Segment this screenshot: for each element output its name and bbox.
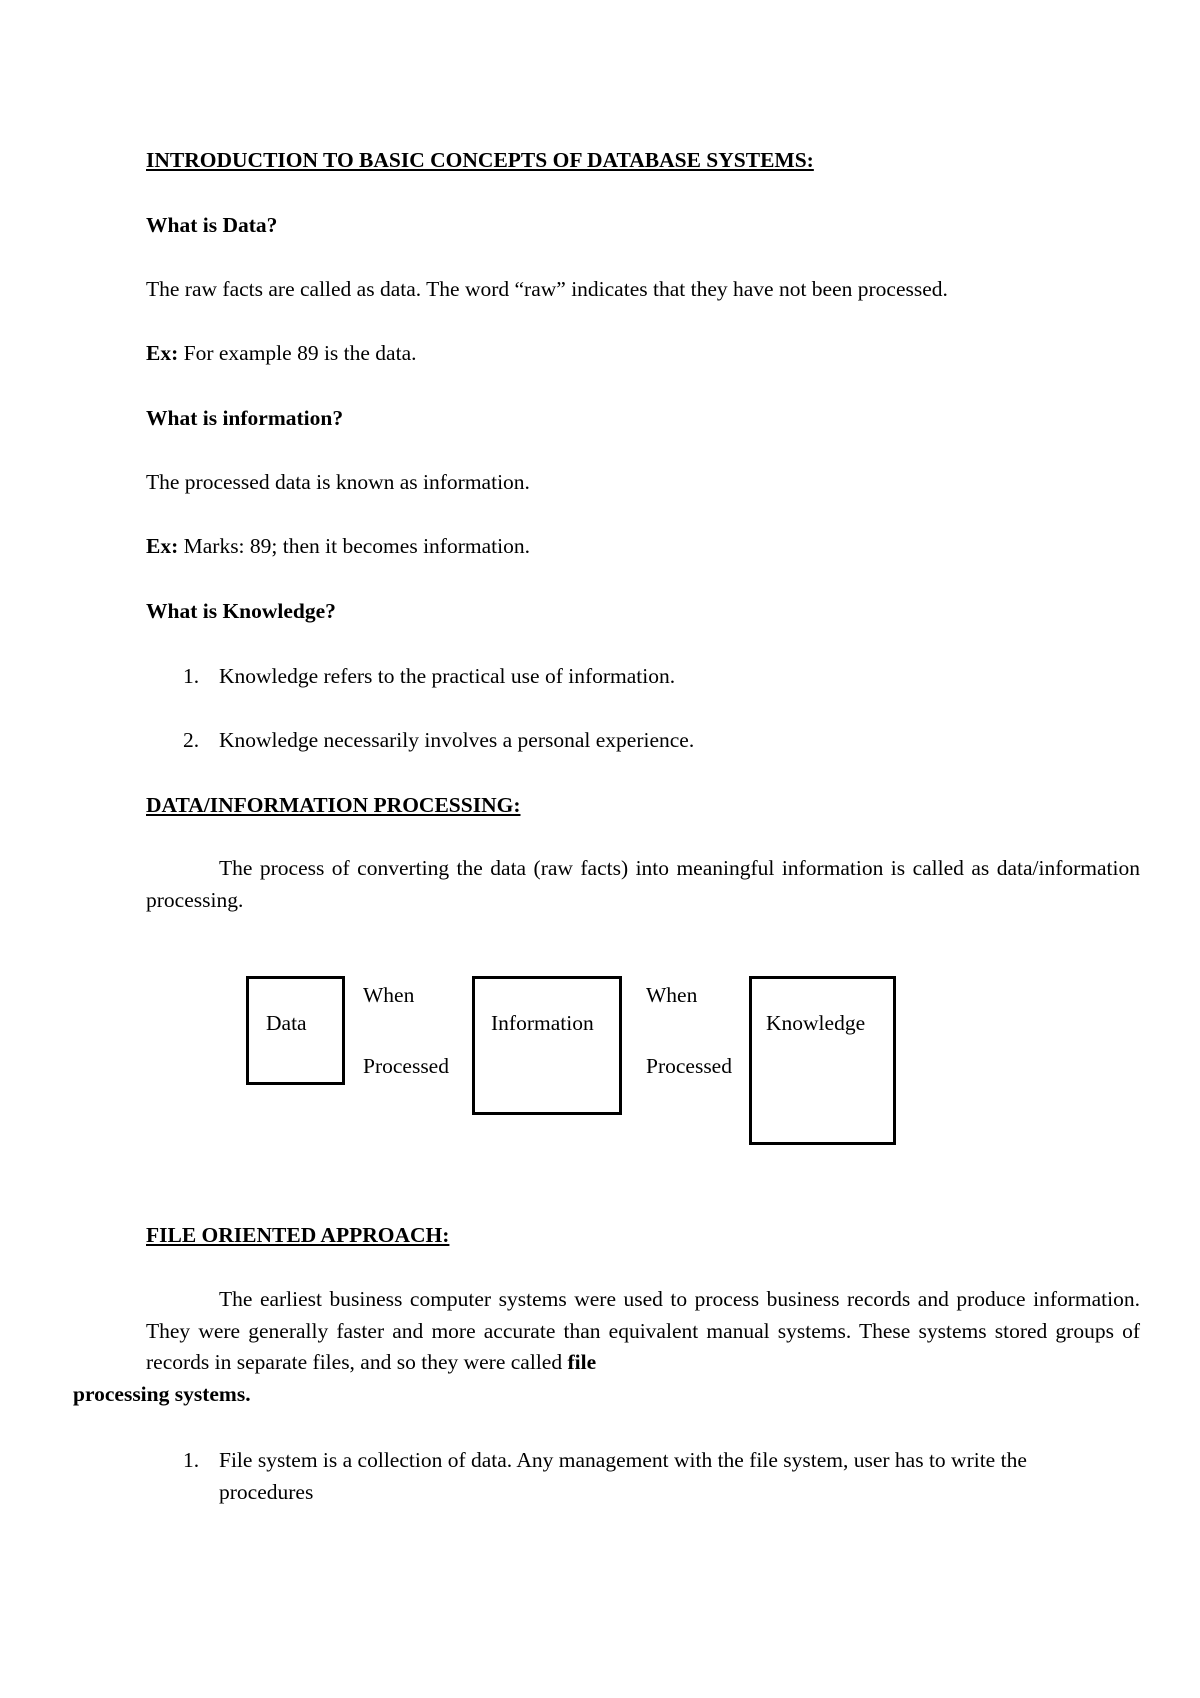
information-question: What is information? (146, 406, 344, 430)
arrow1-when-label: When (363, 983, 415, 1007)
data-example-label: Ex: (146, 341, 179, 365)
file-approach-paragraph (73, 1284, 1140, 1410)
knowledge-question: What is Knowledge? (146, 599, 336, 623)
arrow2-processed-label: Processed (646, 1054, 732, 1078)
knowledge-item-number: 1. (183, 664, 200, 688)
information-example (146, 536, 530, 558)
page-title: INTRODUCTION TO BASIC CONCEPTS OF DATABASE SYSTEMS: (146, 148, 814, 172)
data-question: What is Data? (146, 213, 278, 237)
file-item-line2: procedures (219, 1480, 314, 1504)
data-box-label: Data (266, 1011, 307, 1035)
knowledge-box (749, 976, 896, 1145)
knowledge-item-number: 2. (183, 728, 200, 752)
information-box-label: Information (491, 1011, 594, 1035)
knowledge-item: Knowledge necessarily involves a personal experience. (219, 728, 695, 752)
file-approach-heading: FILE ORIENTED APPROACH: (146, 1223, 450, 1247)
processing-heading: DATA/INFORMATION PROCESSING: (146, 793, 521, 817)
data-example (146, 343, 416, 365)
information-example-label: Ex: (146, 534, 179, 558)
file-paragraph-bold-file: file (567, 1350, 597, 1374)
information-definition: The processed data is known as information. (146, 470, 530, 494)
processing-paragraph: The process of converting the data (raw facts) into meaningful information is called as data/information processing. (146, 856, 1140, 912)
data-example-text: For example 89 is the data. (178, 341, 417, 365)
arrow1-processed-label: Processed (363, 1054, 449, 1078)
file-item-line1: File system is a collection of data. Any management with the file system, user has to write the (219, 1448, 1027, 1472)
arrow2-when-label: When (646, 983, 698, 1007)
file-paragraph-text: The earliest business computer systems were used to process business records and produce information. They were generally faster and more accurate than equivalent manual systems. These systems stored groups of records in separate files, and so they were called (146, 1287, 1140, 1374)
knowledge-item: Knowledge refers to the practical use of information. (219, 664, 676, 688)
knowledge-box-label: Knowledge (766, 1011, 866, 1035)
file-paragraph-bold-systems: processing systems. (73, 1381, 251, 1406)
file-item-number: 1. (183, 1448, 200, 1472)
information-example-text: Marks: 89; then it becomes information. (178, 534, 530, 558)
information-box (472, 976, 622, 1115)
data-definition: The raw facts are called as data. The word “raw” indicates that they have not been processed. (146, 277, 948, 301)
